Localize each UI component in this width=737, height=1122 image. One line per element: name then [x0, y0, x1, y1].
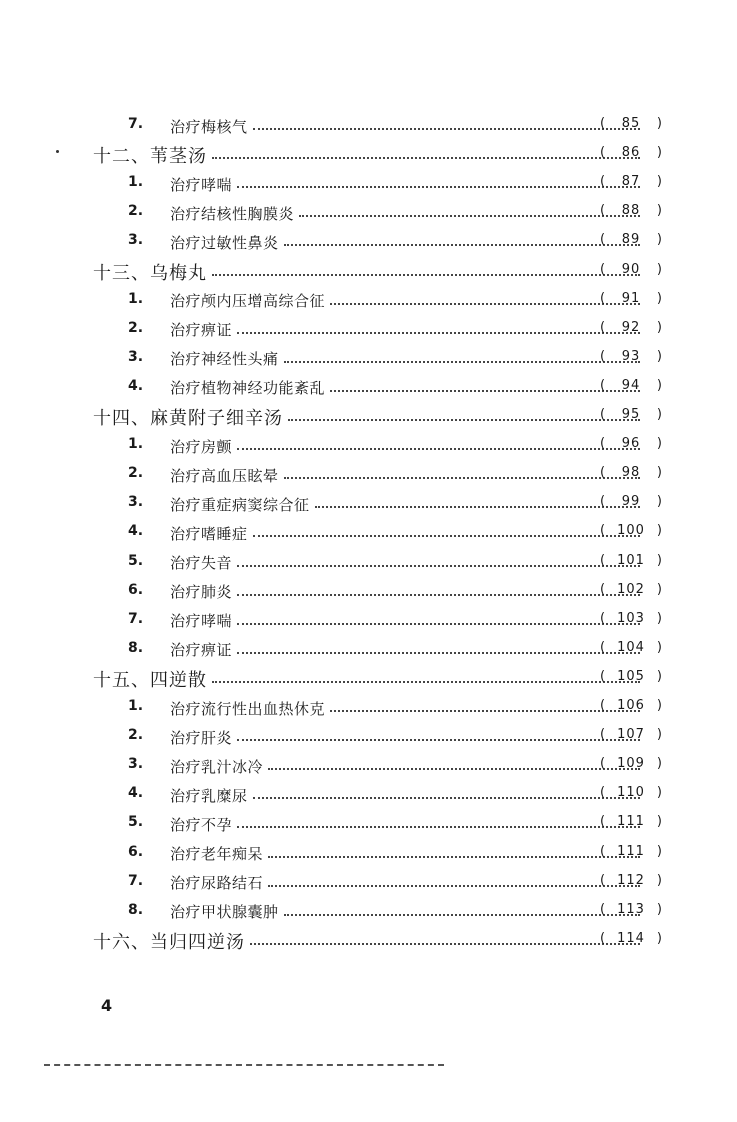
entry-number: 7. [128, 872, 144, 889]
toc-entry[interactable] [0, 548, 737, 578]
bottom-edge-rule [44, 1064, 444, 1066]
page-value: 95 [621, 407, 641, 422]
open-paren: ( [600, 116, 606, 131]
open-paren: ( [600, 814, 606, 830]
entry-title: 治疗神经性头痛 [170, 350, 279, 369]
page-value: 93 [621, 348, 641, 364]
open-paren: ( [600, 494, 606, 510]
toc-entry[interactable] [0, 489, 737, 519]
entry-title: 治疗流行性出血热休克 [170, 699, 326, 718]
section-title: 十四、麻黄附子细辛汤 [93, 408, 283, 429]
toc-section-heading[interactable] [0, 402, 737, 432]
entry-number: 5. [128, 814, 144, 831]
entry-title-with-leader [170, 548, 645, 578]
dot-leader [330, 710, 640, 712]
page-reference [600, 785, 662, 800]
open-paren: ( [600, 727, 606, 743]
page-value: 89 [621, 232, 641, 248]
open-paren: ( [600, 785, 606, 801]
entry-number: 5. [128, 552, 144, 569]
entry-title: 治疗尿路结石 [170, 874, 264, 893]
entry-title-with-leader [170, 722, 645, 752]
page-value: 87 [621, 174, 641, 190]
page-reference [600, 465, 662, 480]
close-paren: ) [656, 319, 662, 335]
page-reference [600, 756, 662, 771]
page-reference [600, 436, 662, 451]
close-paren: ) [656, 377, 662, 393]
dot-leader [315, 506, 640, 508]
dot-leader [284, 477, 640, 479]
page-reference [600, 611, 662, 626]
page-value: 113 [617, 901, 645, 917]
dot-leader [268, 885, 640, 887]
toc-entry[interactable] [0, 693, 737, 723]
dot-leader [237, 652, 640, 654]
dot-leader [284, 361, 640, 363]
toc-entry[interactable] [0, 868, 737, 898]
page-value: 85 [621, 116, 641, 131]
entry-title: 治疗过敏性鼻炎 [170, 233, 279, 252]
page-reference [600, 145, 662, 160]
entry-title: 治疗嗜睡症 [170, 524, 248, 543]
toc-entry[interactable] [0, 344, 737, 374]
open-paren: ( [600, 348, 606, 364]
open-paren: ( [600, 901, 606, 917]
entry-number: 3. [128, 756, 144, 773]
entry-title: 治疗乳汁冰冷 [170, 757, 264, 776]
close-paren: ) [656, 785, 662, 801]
close-paren: ) [656, 145, 662, 161]
toc-entry[interactable] [0, 751, 737, 781]
entry-title: 治疗肝炎 [170, 728, 233, 747]
open-paren: ( [600, 610, 606, 626]
close-paren: ) [656, 174, 662, 190]
open-paren: ( [600, 552, 606, 568]
close-paren: ) [656, 727, 662, 743]
open-paren: ( [600, 145, 606, 161]
dot-leader [212, 681, 640, 683]
section-title: 十三、乌梅丸 [93, 262, 207, 284]
page-value: 98 [621, 465, 641, 481]
toc-entry[interactable] [0, 315, 737, 345]
close-paren: ) [656, 698, 662, 713]
toc-entry[interactable] [0, 780, 737, 810]
toc-entry[interactable] [0, 606, 737, 636]
entry-title-with-leader [170, 693, 645, 723]
entry-title-with-leader [170, 839, 645, 869]
close-paren: ) [656, 203, 662, 219]
dot-leader [268, 856, 640, 858]
open-paren: ( [600, 756, 606, 772]
page-reference [600, 407, 662, 422]
dot-leader [330, 303, 640, 305]
entry-number: 4. [128, 523, 144, 540]
dot-leader [237, 623, 640, 625]
toc-entry[interactable] [0, 809, 737, 839]
dot-leader [237, 594, 640, 596]
entry-title-with-leader [93, 140, 645, 170]
page-value: 107 [617, 727, 645, 743]
page-reference [600, 553, 662, 568]
open-paren: ( [600, 407, 606, 422]
toc-entry[interactable] [0, 722, 737, 752]
entry-number: 3. [128, 494, 144, 511]
entry-title-with-leader [170, 431, 645, 461]
dot-leader [284, 914, 640, 916]
close-paren: ) [656, 610, 662, 626]
entry-title-with-leader [170, 518, 645, 548]
dot-leader [237, 739, 640, 741]
page-value: 92 [621, 319, 641, 335]
open-paren: ( [600, 639, 606, 655]
page-reference [600, 494, 662, 509]
entry-title-with-leader [170, 169, 645, 199]
dot-leader [237, 565, 640, 567]
dot-leader [212, 274, 640, 276]
open-paren: ( [600, 843, 606, 859]
entry-title: 治疗梅核气 [170, 117, 248, 136]
close-paren: ) [656, 639, 662, 655]
entry-title: 治疗不孕 [170, 815, 233, 834]
entry-number: 6. [128, 581, 144, 598]
open-paren: ( [600, 290, 606, 306]
entry-title-with-leader [170, 868, 645, 898]
entry-title: 治疗哮喘 [170, 175, 233, 194]
dot-leader [253, 535, 640, 537]
toc-section-heading[interactable] [0, 257, 737, 287]
page-reference [600, 349, 662, 364]
toc-entry[interactable] [0, 169, 737, 199]
toc-section-heading[interactable] [0, 140, 737, 170]
page-reference [600, 378, 662, 393]
page-value: 109 [617, 756, 645, 772]
entry-number: 1. [128, 698, 144, 714]
close-paren: ) [656, 523, 662, 539]
page-value: 111 [617, 843, 645, 859]
dot-leader [330, 390, 640, 392]
dot-leader [250, 943, 640, 945]
entry-title: 治疗颅内压增高综合征 [170, 292, 326, 311]
close-paren: ) [656, 116, 662, 131]
entry-title-with-leader [170, 606, 645, 636]
open-paren: ( [600, 436, 606, 452]
open-paren: ( [600, 319, 606, 335]
dot-leader [253, 128, 640, 130]
open-paren: ( [600, 872, 606, 888]
entry-title: 治疗甲状腺囊肿 [170, 903, 279, 922]
page-reference [600, 232, 662, 247]
open-paren: ( [600, 668, 606, 684]
entry-title: 治疗结核性胸膜炎 [170, 204, 295, 223]
close-paren: ) [656, 232, 662, 248]
entry-title-with-leader [170, 809, 645, 839]
page-value: 104 [617, 639, 645, 655]
entry-title-with-leader [93, 257, 645, 287]
page-value: 101 [617, 552, 645, 568]
page-reference [600, 262, 662, 277]
entry-title: 治疗乳糜尿 [170, 786, 248, 805]
entry-title: 治疗高血压眩晕 [170, 466, 279, 485]
entry-title: 治疗重症病窦综合征 [170, 495, 310, 514]
page-reference [600, 931, 662, 946]
close-paren: ) [656, 436, 662, 452]
page-reference [600, 727, 662, 742]
toc-entry[interactable] [0, 577, 737, 607]
page-value: 91 [621, 290, 641, 306]
entry-title-with-leader [170, 577, 645, 607]
close-paren: ) [656, 290, 662, 306]
entry-title: 治疗哮喘 [170, 612, 233, 631]
entry-number: 7. [128, 610, 144, 627]
page-value: 111 [617, 814, 645, 830]
dot-leader [237, 826, 640, 828]
toc-entry[interactable] [0, 198, 737, 228]
entry-title-with-leader [93, 402, 645, 432]
close-paren: ) [656, 930, 662, 946]
entry-title-with-leader [170, 897, 645, 927]
page-reference [600, 640, 662, 655]
page-value: 112 [617, 872, 645, 888]
open-paren: ( [600, 377, 606, 393]
page-reference [600, 814, 662, 829]
close-paren: ) [656, 261, 662, 277]
toc-entry[interactable] [0, 897, 737, 927]
toc-entry[interactable] [0, 518, 737, 548]
page-reference [600, 902, 662, 917]
page-value: 103 [617, 610, 645, 626]
page-value: 96 [621, 436, 641, 452]
dot-leader [237, 332, 640, 334]
dot-leader [253, 797, 640, 799]
open-paren: ( [600, 261, 606, 277]
entry-title-with-leader [170, 460, 645, 490]
close-paren: ) [656, 552, 662, 568]
toc-section-heading[interactable] [0, 926, 737, 956]
page-number: 4 [101, 996, 113, 1015]
toc-entry[interactable] [0, 460, 737, 490]
toc-entry[interactable] [0, 373, 737, 403]
section-title: 十五、四逆散 [93, 669, 207, 691]
page-reference [600, 844, 662, 859]
page-reference [600, 698, 662, 713]
page-value: 88 [621, 203, 641, 219]
page-reference [600, 116, 662, 131]
entry-title-with-leader [170, 344, 645, 374]
entry-number: 1. [128, 290, 144, 307]
entry-title-with-leader [170, 751, 645, 781]
entry-title: 治疗房颤 [170, 437, 233, 456]
entry-number: 2. [128, 203, 144, 220]
entry-title-with-leader [170, 111, 645, 141]
entry-title-with-leader [93, 926, 645, 956]
entry-number: 2. [128, 727, 144, 744]
page-reference [600, 873, 662, 888]
entry-number: 2. [128, 319, 144, 336]
dot-leader [237, 186, 640, 188]
close-paren: ) [656, 668, 662, 684]
open-paren: ( [600, 930, 606, 946]
toc-entry[interactable] [0, 431, 737, 461]
entry-title-with-leader [170, 227, 645, 257]
entry-number: 4. [128, 785, 144, 802]
entry-title-with-leader [170, 198, 645, 228]
close-paren: ) [656, 901, 662, 917]
dot-leader [212, 157, 640, 159]
entry-title-with-leader [170, 373, 645, 403]
page-value: 94 [621, 377, 641, 393]
page-value: 106 [617, 698, 645, 713]
entry-number: 8. [128, 639, 144, 656]
page-reference [600, 523, 662, 538]
page-value: 99 [621, 494, 641, 510]
entry-title: 治疗痹证 [170, 321, 233, 340]
close-paren: ) [656, 756, 662, 772]
dot-leader [299, 215, 640, 217]
toc-section-heading[interactable] [0, 664, 737, 694]
page-value: 86 [621, 145, 641, 161]
page-reference [600, 203, 662, 218]
entry-title-with-leader [170, 635, 645, 665]
open-paren: ( [600, 698, 606, 713]
entry-title: 治疗植物神经功能紊乱 [170, 379, 326, 398]
dot-leader [268, 768, 640, 770]
page-reference [600, 320, 662, 335]
entry-title: 治疗失音 [170, 554, 233, 572]
dot-leader [288, 419, 640, 421]
section-title: 十六、当归四逆汤 [93, 931, 245, 953]
open-paren: ( [600, 523, 606, 539]
page-value: 114 [617, 930, 645, 946]
entry-number: 1. [128, 174, 144, 191]
close-paren: ) [656, 465, 662, 481]
entry-number: 1. [128, 436, 144, 453]
close-paren: ) [656, 348, 662, 364]
entry-number: 4. [128, 377, 144, 394]
close-paren: ) [656, 494, 662, 510]
open-paren: ( [600, 465, 606, 481]
open-paren: ( [600, 581, 606, 597]
close-paren: ) [656, 581, 662, 597]
page-reference [600, 174, 662, 189]
toc-entry[interactable] [0, 227, 737, 257]
page-value: 110 [617, 785, 645, 801]
section-title: 十二、苇茎汤 [93, 146, 207, 168]
toc-entry[interactable] [0, 286, 737, 316]
page-value: 105 [617, 668, 645, 684]
entry-title-with-leader [170, 780, 645, 810]
toc-entry[interactable] [0, 839, 737, 869]
page-value: 100 [617, 523, 645, 539]
entry-title: 治疗肺炎 [170, 583, 233, 602]
entry-number: 3. [128, 232, 144, 249]
entry-number: 6. [128, 843, 144, 860]
toc-entry[interactable] [0, 111, 737, 141]
entry-number: 2. [128, 465, 144, 482]
page-value: 90 [621, 261, 641, 277]
entry-number: 7. [128, 116, 144, 132]
page-value: 102 [617, 581, 645, 597]
open-paren: ( [600, 203, 606, 219]
entry-number: 3. [128, 348, 144, 365]
close-paren: ) [656, 407, 662, 422]
entry-title: 治疗痹证 [170, 641, 233, 660]
entry-title: 治疗老年痴呆 [170, 845, 264, 863]
open-paren: ( [600, 174, 606, 190]
entry-title-with-leader [170, 489, 645, 519]
open-paren: ( [600, 232, 606, 248]
page-reference [600, 291, 662, 306]
dot-leader [284, 244, 640, 246]
close-paren: ) [656, 843, 662, 859]
page-reference [600, 582, 662, 597]
page-reference [600, 669, 662, 684]
entry-number: 8. [128, 901, 144, 918]
entry-title-with-leader [93, 664, 645, 694]
dot-leader [237, 448, 640, 450]
toc-entry[interactable] [0, 635, 737, 665]
entry-title-with-leader [170, 315, 645, 345]
close-paren: ) [656, 872, 662, 888]
close-paren: ) [656, 814, 662, 830]
entry-title-with-leader [170, 286, 645, 316]
